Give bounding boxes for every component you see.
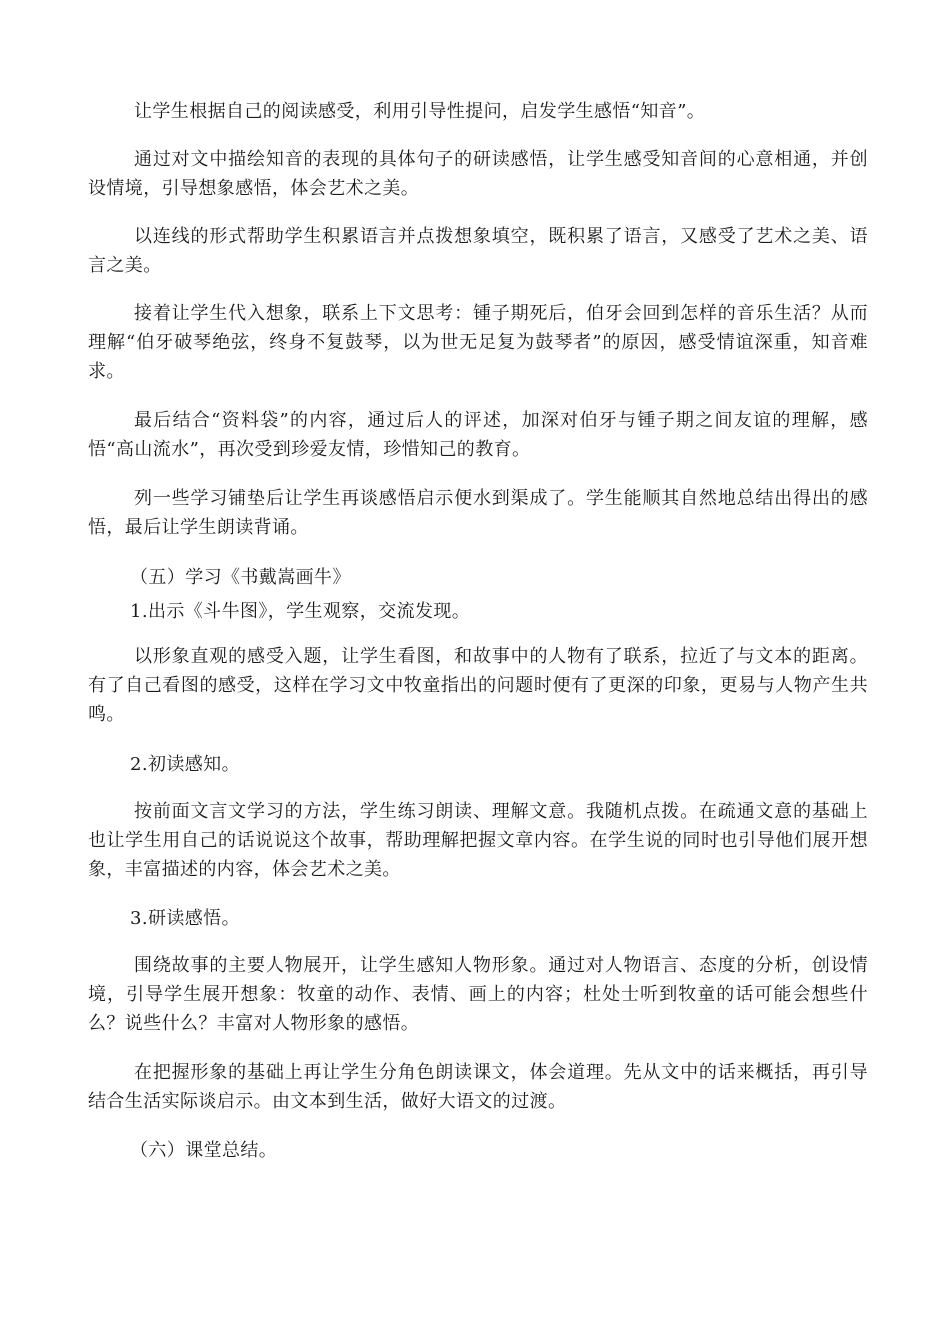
paragraph-role-reading: 在把握形象的基础上再让学生分角色朗读课文，体会道理。先从文中的话来概括，再引导结合生活实际谈启示。由文本到生活，做好大语文的过渡。 xyxy=(88,1062,868,1112)
paragraph-observe-picture: 以形象直观的感受入题，让学生看图，和故事中的人物有了联系，拉近了与文本的距离。有了自己看图的感受，这样在学习文中牧童指出的问题时便有了更深的印象，更易与人物产生共鸣。 xyxy=(88,646,868,725)
paragraph-prompt-zhiyin: 让学生根据自己的阅读感受，利用引导性提问，启发学生感悟“知音”。 xyxy=(134,101,706,122)
section-heading-five: （五）学习《书戴嵩画牛》 xyxy=(130,567,351,588)
paragraph-first-reading: 按前面文言文学习的方法，学生练习朗读、理解文意。我随机点拨。在疏通文意的基础上也让学生用自己的话说说这个故事，帮助理解把握文章内容。在学生说的同时也引导他们展开想象，丰富描述的内容，体会艺术之美。 xyxy=(88,801,868,880)
paragraph-study-sentences: 通过对文中描绘知音的表现的具体句子的研读感悟，让学生感受知音间的心意相通，并创设情境，引导想象感悟，体会艺术之美。 xyxy=(88,149,868,199)
paragraph-summary-recite: 列一些学习铺垫后让学生再谈感悟启示便水到渠成了。学生能顺其自然地总结出得出的感悟，最后让学生朗读背诵。 xyxy=(88,488,868,538)
paragraph-imagine-context: 接着让学生代入想象，联系上下文思考：锺子期死后，伯牙会回到怎样的音乐生活？从而理解“伯牙破琴绝弦，终身不复鼓琴，以为世无足复为鼓琴者”的原因，感受情谊深重，知音难求。 xyxy=(88,303,868,382)
paragraph-resource-bag: 最后结合“资料袋”的内容，通过后人的评述，加深对伯牙与锺子期之间友谊的理解，感悟“高山流水”，再次受到珍爱友情，珍惜知己的教育。 xyxy=(88,410,868,460)
step-heading-three: 3.研读感悟。 xyxy=(130,908,240,929)
step-heading-one: 1.出示《斗牛图》，学生观察，交流发现。 xyxy=(130,601,471,622)
step-heading-two: 2.初读感知。 xyxy=(130,754,240,775)
paragraph-matching-exercise: 以连线的形式帮助学生积累语言并点拨想象填空，既积累了语言，又感受了艺术之美、语言之美。 xyxy=(88,226,868,276)
section-heading-six: （六）课堂总结。 xyxy=(130,1140,278,1161)
paragraph-character-analysis: 围绕故事的主要人物展开，让学生感知人物形象。通过对人物语言、态度的分析，创设情境，引导学生展开想象：牧童的动作、表情、画上的内容；杜处士听到牧童的话可能会想些什么？说些什么？丰富对人物形象的感悟。 xyxy=(88,955,868,1034)
